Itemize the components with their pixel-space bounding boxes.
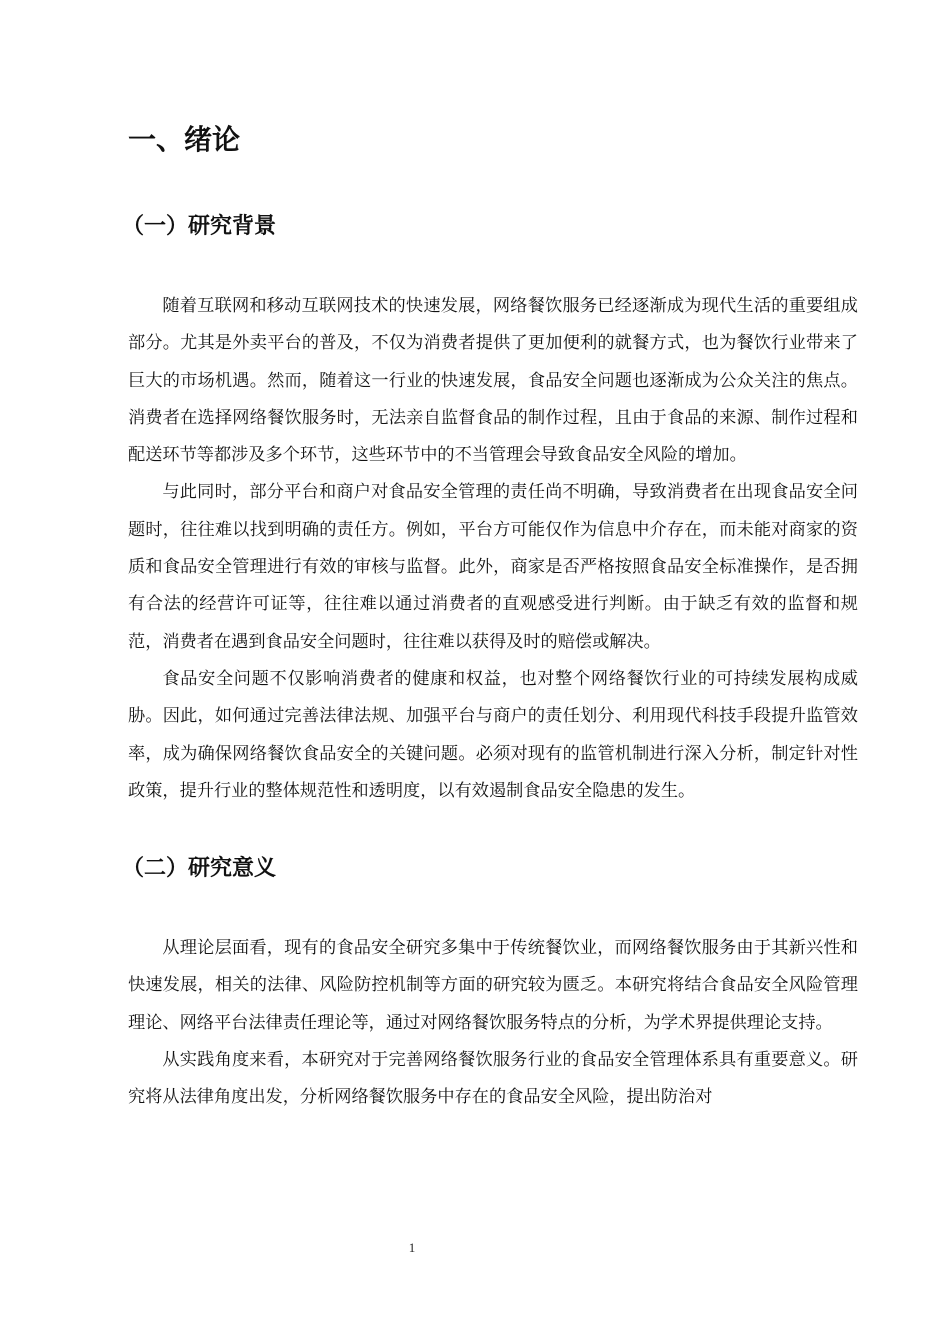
significance-paragraph-2: 从实践角度来看，本研究对于完善网络餐饮服务行业的食品安全管理体系具有重要意义。研究将从法律角度出发，分析网络餐饮服务中存在的食品安全风险，提出防治对	[128, 1050, 858, 1108]
page-number: 1	[408, 1240, 416, 1255]
significance-paragraph-1: 从理论层面看，现有的食品安全研究多集中于传统餐饮业，而网络餐饮服务由于其新兴性和快速发展，相关的法律、风险防控机制等方面的研究较为匮乏。本研究将结合食品安全风险管理理论、网络平台法律责任理论等，通过对网络餐饮服务特点的分析，为学术界提供理论支持。	[128, 938, 858, 1033]
background-paragraph-1: 随着互联网和移动互联网技术的快速发展，网络餐饮服务已经逐渐成为现代生活的重要组成部分。尤其是外卖平台的普及，不仅为消费者提供了更加便利的就餐方式，也为餐饮行业带来了巨大的市场机遇。然而，随着这一行业的快速发展，食品安全问题也逐渐成为公众关注的焦点。消费者在选择网络餐饮服务时，无法亲自监督食品的制作过程，且由于食品的来源、制作过程和配送环节等都涉及多个环节，这些环节中的不当管理会导致食品安全风险的增加。	[128, 296, 858, 466]
background-paragraph-2: 与此同时，部分平台和商户对食品安全管理的责任尚不明确，导致消费者在出现食品安全问题时，往往难以找到明确的责任方。例如，平台方可能仅作为信息中介存在，而未能对商家的资质和食品安全管理进行有效的审核与监督。此外，商家是否严格按照食品安全标准操作，是否拥有合法的经营许可证等，往往难以通过消费者的直观感受进行判断。由于缺乏有效的监督和规范，消费者在遇到食品安全问题时，往往难以获得及时的赔偿或解决。	[128, 482, 858, 652]
background-paragraph-3: 食品安全问题不仅影响消费者的健康和权益，也对整个网络餐饮行业的可持续发展构成威胁。因此，如何通过完善法律法规、加强平台与商户的责任划分、利用现代科技手段提升监管效率，成为确保网络餐饮食品安全的关键问题。必须对现有的监管机制进行深入分析，制定针对性政策，提升行业的整体规范性和透明度，以有效遏制食品安全隐患的发生。	[128, 668, 858, 801]
section-title-background: （一）研究背景	[122, 214, 277, 239]
page-content	[122, 118, 858, 1117]
section-title-significance: （二）研究意义	[122, 856, 277, 882]
section-significance-body	[128, 930, 858, 1116]
section-background-body	[128, 288, 858, 810]
chapter-title: 一、绪论	[128, 123, 241, 156]
